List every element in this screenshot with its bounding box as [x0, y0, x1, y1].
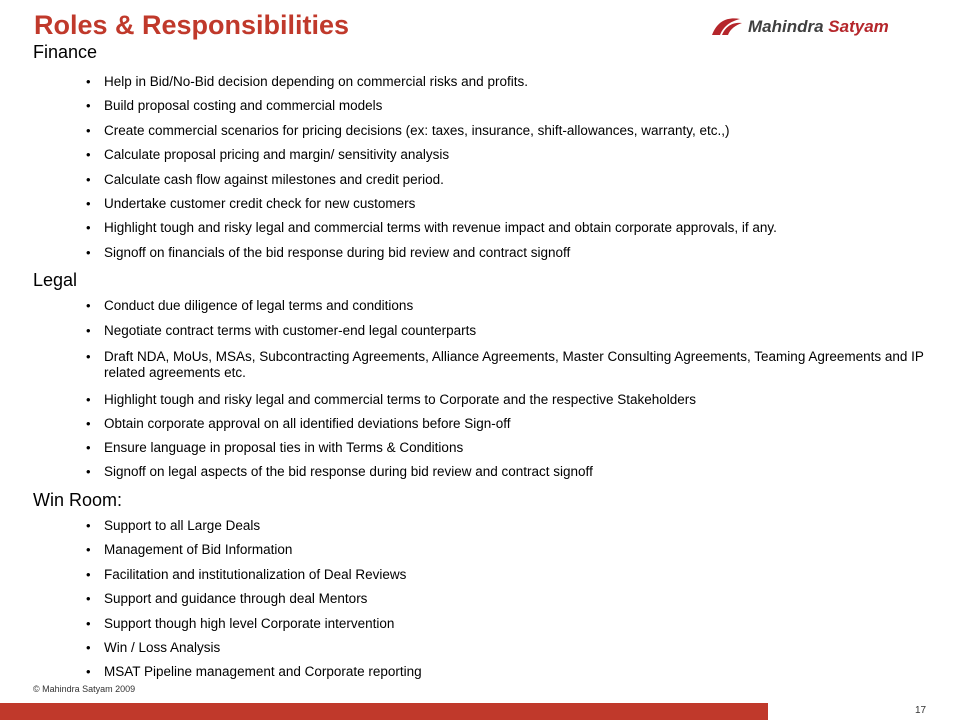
footer-bar	[0, 703, 768, 720]
copyright-notice: © Mahindra Satyam 2009	[33, 684, 136, 694]
section-heading-finance: Finance	[33, 42, 98, 62]
page-number: 17	[915, 705, 927, 716]
mahindra-satyam-logo	[708, 14, 889, 40]
section-heading-win-room: Win Room:	[33, 490, 123, 510]
section-heading-legal: Legal	[33, 270, 78, 290]
logo-wordmark: Mahindra Satyam	[748, 17, 889, 36]
page-title: Roles & Responsibilities	[34, 10, 350, 40]
logo-mark-icon	[708, 15, 744, 39]
